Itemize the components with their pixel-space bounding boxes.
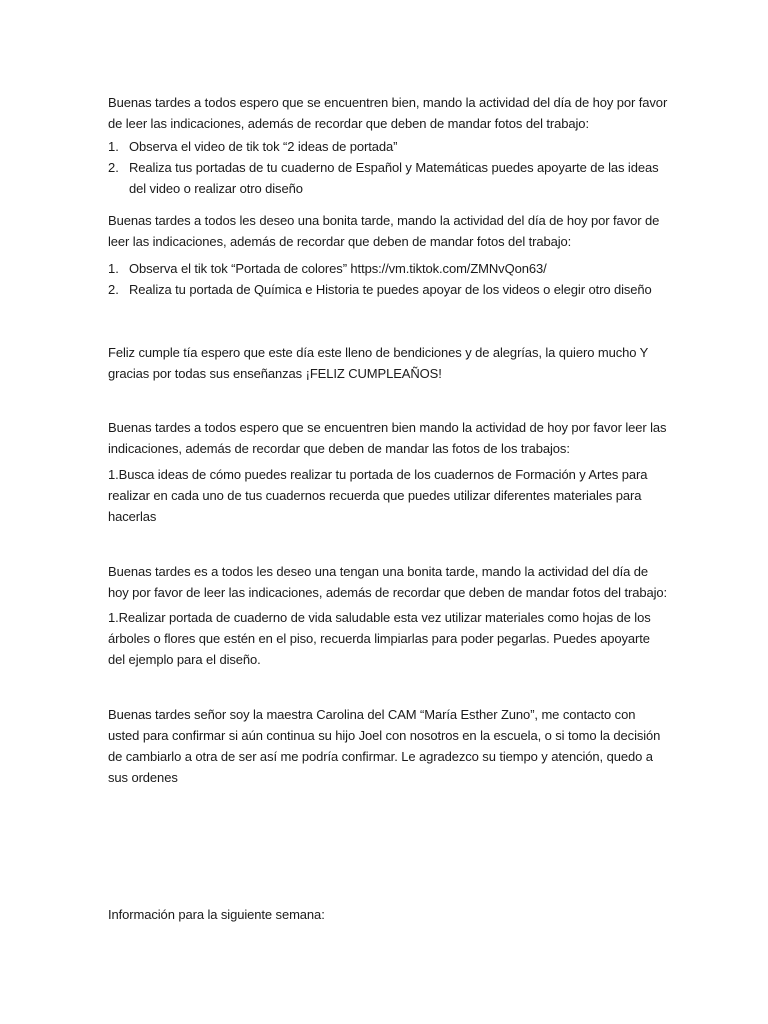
list-item: Observa el tik tok “Portada de colores” https://vm.tiktok.com/ZMNvQon63/ [129,261,547,276]
paragraph-block1-intro: Buenas tardes a todos espero que se encuentren bien, mando la actividad del día de hoy por favor de leer las indicaciones, además de recordar que deben de mandar fotos del trabajo: [108,95,668,131]
list-item: Observa el video de tik tok “2 ideas de portada” [129,139,398,154]
list-number: 2. [108,282,119,297]
paragraph-next-week: Información para la siguiente semana: [108,907,325,922]
list-item: Realiza tu portada de Química e Historia te puedes apoyar de los videos o elegir otro diseño [129,282,652,297]
list-number: 2. [108,160,119,175]
list-number: 1. [108,139,119,154]
paragraph-block4-body: 1.Busca ideas de cómo puedes realizar tu portada de los cuadernos de Formación y Artes para realizar en cada uno de tus cuadernos recuerda que puedes utilizar diferentes materiales para hacerlas [108,467,648,524]
paragraph-block2-intro: Buenas tardes a todos les deseo una bonita tarde, mando la actividad del día de hoy por favor de leer las indicaciones, además de recordar que deben de mandar fotos del trabajo: [108,213,660,249]
paragraph-teacher-message: Buenas tardes señor soy la maestra Carolina del CAM “María Esther Zuno”, me contacto con usted para confirmar si aún continua su hijo Joel con nosotros en la escuela, o si tomo la decisión de cambiarlo a otra de ser así me podría confirmar. Le agradezco su tiempo y atención, quedo a sus ordenes [108,707,661,785]
paragraph-block5-body: 1.Realizar portada de cuaderno de vida saludable esta vez utilizar materiales como hojas de los árboles o flores que estén en el piso, recuerda limpiarlas para poder pegarlas. Puedes apoyarte del ejemplo para el diseño. [108,610,651,667]
list-number: 1. [108,261,119,276]
paragraph-block5-intro: Buenas tardes es a todos les deseo una tengan una bonita tarde, mando la actividad del día de hoy por favor de leer las indicaciones, además de recordar que deben de mandar fotos del trabajo: [108,564,668,600]
paragraph-birthday: Feliz cumple tía espero que este día este lleno de bendiciones y de alegrías, la quiero mucho Y gracias por todas sus enseñanzas ¡FELIZ CUMPLEAÑOS! [108,345,648,381]
paragraph-block4-intro: Buenas tardes a todos espero que se encuentren bien mando la actividad de hoy por favor leer las indicaciones, además de recordar que deben de mandar las fotos de los trabajos: [108,420,667,456]
list-item: Realiza tus portadas de tu cuaderno de Español y Matemáticas puedes apoyarte de las ideas del video o realizar otro diseño [129,160,659,196]
